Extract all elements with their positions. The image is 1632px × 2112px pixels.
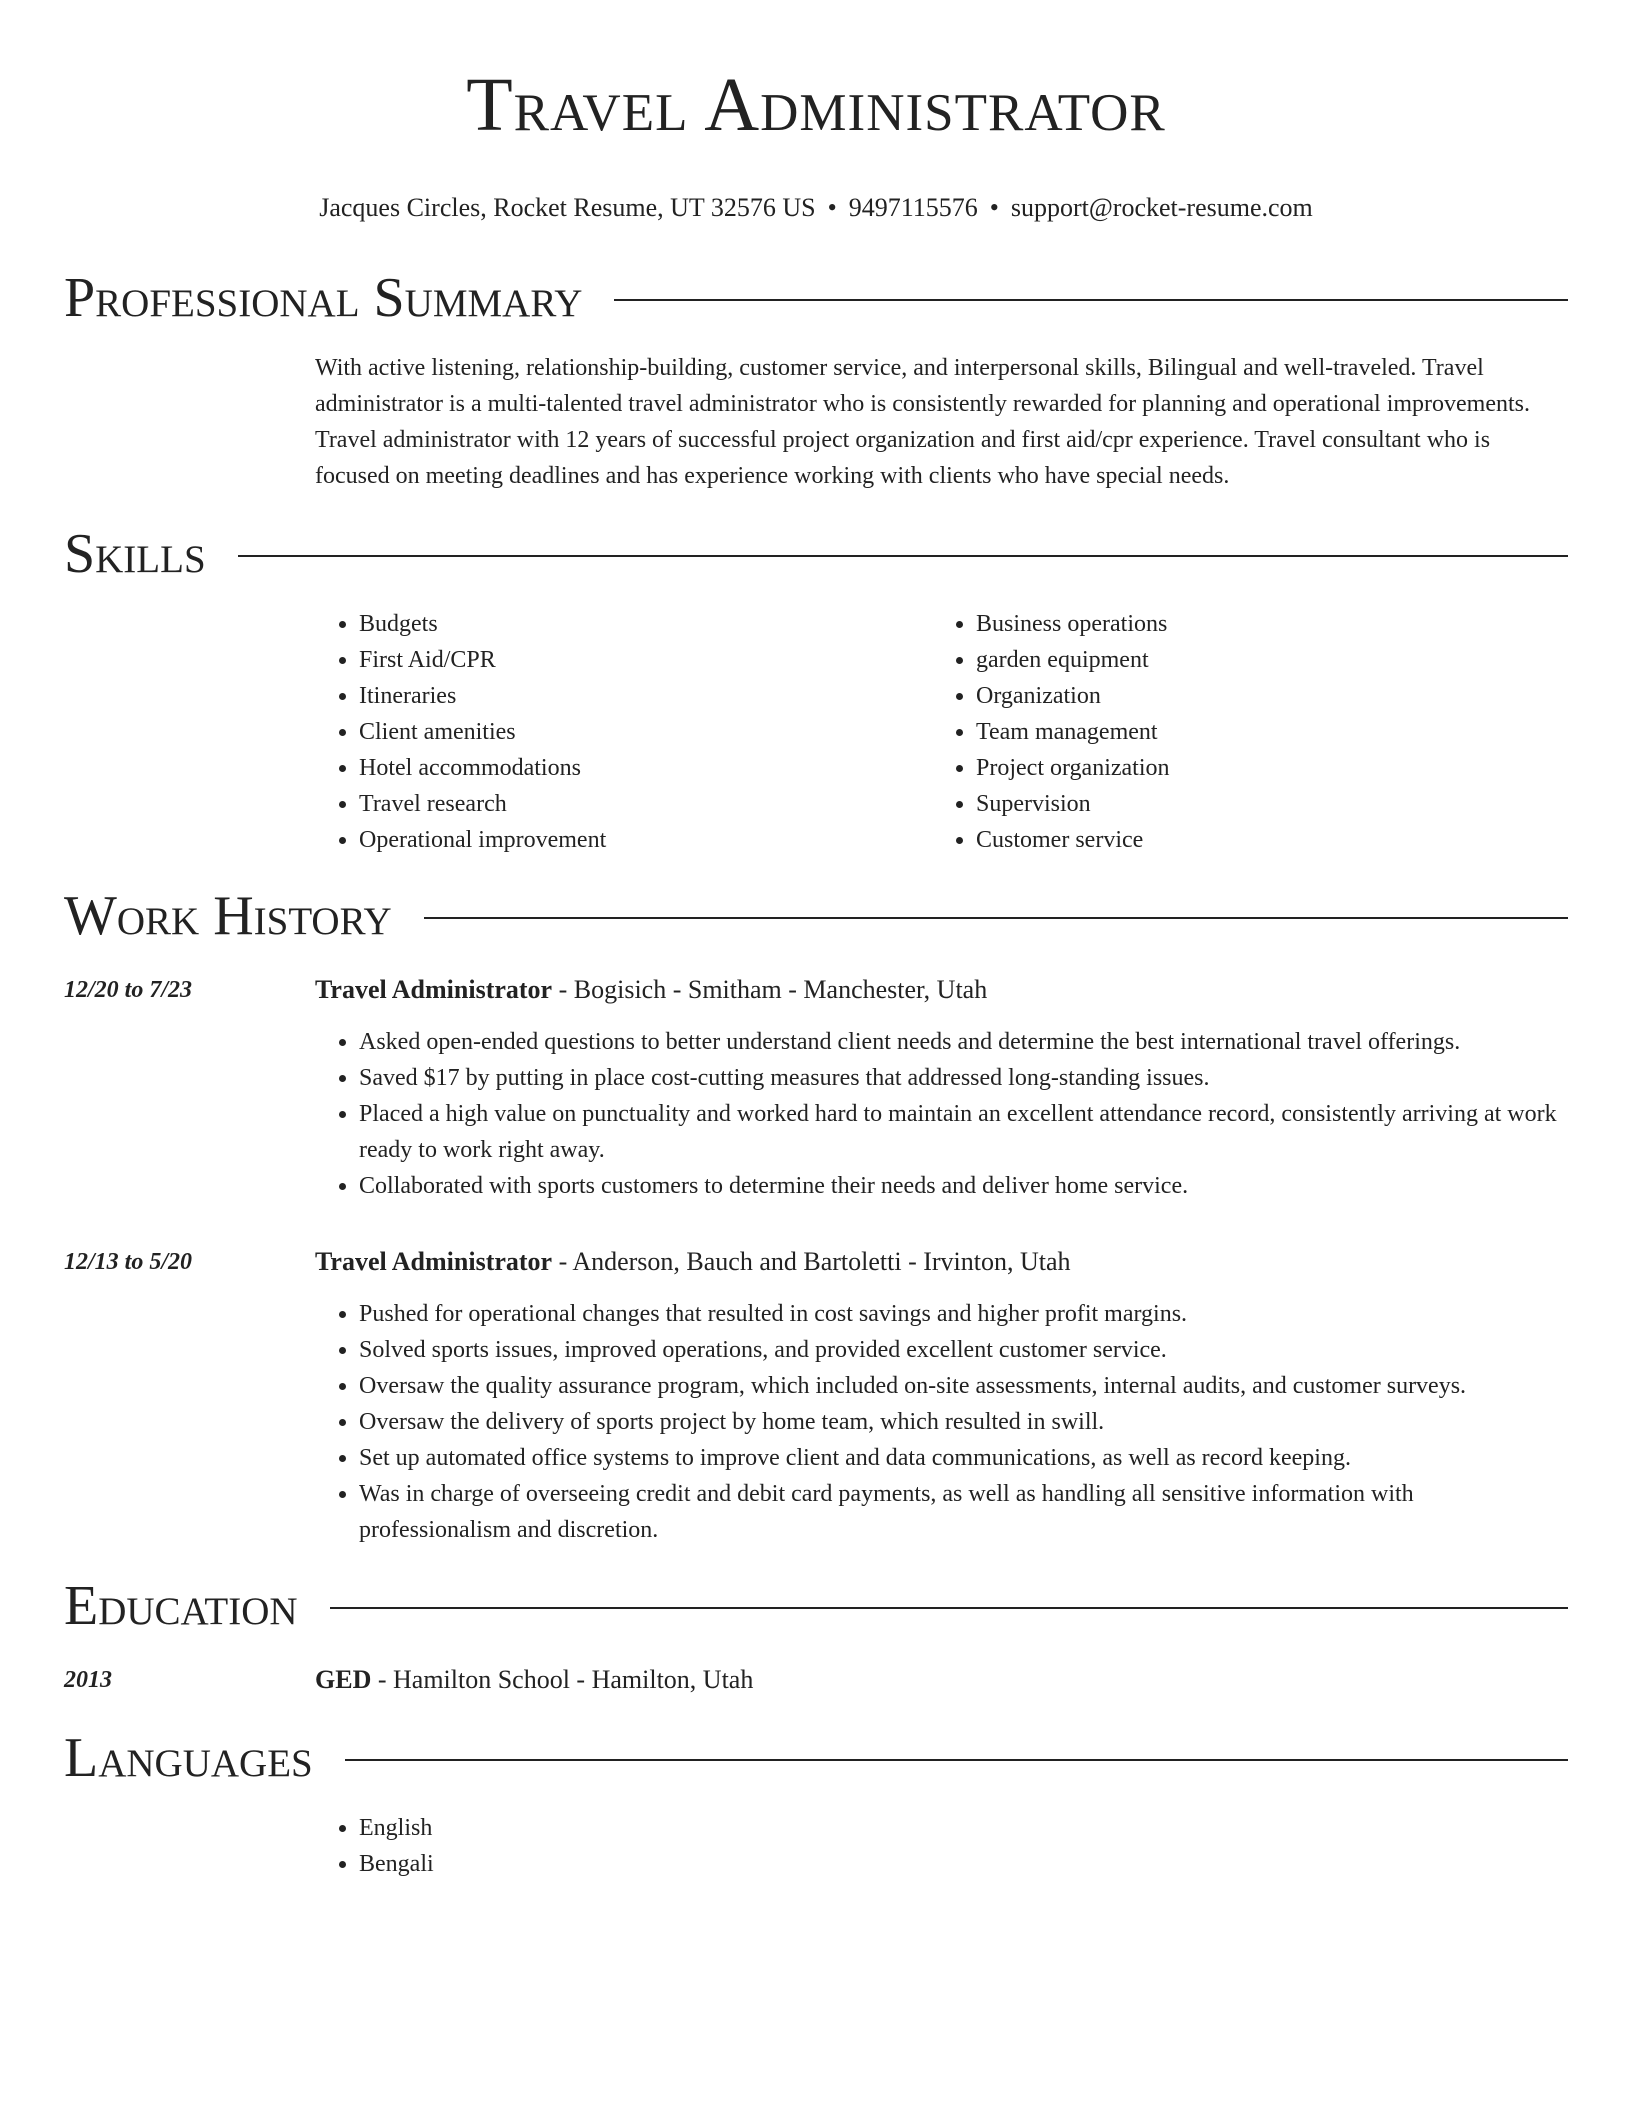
- skill-item: • Team management: [976, 714, 1549, 750]
- education-year: 2013: [64, 1667, 112, 1693]
- languages-title: Languages: [64, 1727, 313, 1789]
- work-section: [64, 886, 1568, 1548]
- skill-item: • Itineraries: [359, 678, 932, 714]
- job-role: Travel Administrator: [315, 975, 553, 1004]
- skill-item: • Client amenities: [359, 714, 932, 750]
- resume-name: Travel Administrator: [466, 63, 1166, 147]
- job-entry: [64, 1244, 1568, 1548]
- job-role: Travel Administrator: [315, 1247, 553, 1276]
- section-divider: [238, 555, 1568, 557]
- languages-section: [64, 1728, 1568, 1882]
- job-bullet: • Solved sports issues, improved operations, and provided excellent customer service.: [359, 1332, 1568, 1368]
- skill-item: • First Aid/CPR: [359, 642, 932, 678]
- contact-separator: •: [827, 193, 837, 222]
- skill-item: • Organization: [976, 678, 1549, 714]
- skills-column-right: [932, 606, 1549, 858]
- job-details: - Anderson, Bauch and Bartoletti - Irvinton, Utah: [552, 1247, 1071, 1276]
- skills-header: [64, 524, 1568, 584]
- language-item: • Bengali: [359, 1846, 1568, 1882]
- languages-list-wrap: [315, 1810, 1568, 1882]
- job-bullet: • Placed a high value on punctuality and worked hard to maintain an excellent attendance record, consistently arriving at work ready to work right away.: [359, 1096, 1568, 1168]
- job-body: [315, 972, 1568, 1204]
- skill-item: • Customer service: [976, 822, 1549, 858]
- job-bullet: • Saved $17 by putting in place cost-cutting measures that addressed long-standing issues.: [359, 1060, 1568, 1096]
- skills-title: Skills: [64, 523, 206, 585]
- education-entry: [64, 1662, 1568, 1698]
- education-title: Education: [64, 1575, 298, 1637]
- work-title: Work History: [64, 885, 392, 947]
- section-divider: [424, 917, 1568, 919]
- work-header: [64, 886, 1568, 946]
- skill-item: • Travel research: [359, 786, 932, 822]
- job-bullets: [315, 1296, 1568, 1548]
- languages-list: [315, 1810, 1568, 1882]
- job-bullet: • Set up automated office systems to improve client and data communications, as well as record keeping.: [359, 1440, 1568, 1476]
- contact-line: [64, 192, 1568, 224]
- job-heading: [315, 1244, 1568, 1280]
- contact-email: support@rocket-resume.com: [1010, 193, 1313, 222]
- job-date: 12/13 to 5/20: [64, 1249, 193, 1275]
- skills-section: [64, 524, 1568, 858]
- job-bullet: • Oversaw the delivery of sports project by home team, which resulted in swill.: [359, 1404, 1568, 1440]
- job-body: [315, 1244, 1568, 1548]
- summary-text: With active listening, relationship-building, customer service, and interpersonal skills, Bilingual and well-traveled. Travel administrator is a multi-talented travel administrator who is consistently rewarded for planning and operational improvements. Travel administrator with 12 years of successful project organization and first aid/cpr experience. Travel consultant who is focused on meeting deadlines and has experience working with clients who have special needs.: [315, 355, 1531, 489]
- summary-section: [64, 268, 1568, 494]
- education-degree: GED: [315, 1665, 372, 1694]
- section-divider: [330, 1607, 1568, 1609]
- job-entry: [64, 972, 1568, 1204]
- skill-item: • Project organization: [976, 750, 1549, 786]
- education-section: [64, 1576, 1568, 1698]
- skills-grid: [315, 606, 1568, 858]
- job-heading: [315, 972, 1568, 1008]
- job-date: 12/20 to 7/23: [64, 977, 193, 1003]
- skill-item: • Business operations: [976, 606, 1549, 642]
- job-bullet: • Oversaw the quality assurance program, which included on-site assessments, internal audits, and customer surveys.: [359, 1368, 1568, 1404]
- job-bullet: • Was in charge of overseeing credit and debit card payments, as well as handling all sensitive information with professionalism and discretion.: [359, 1476, 1568, 1548]
- education-header: [64, 1576, 1568, 1636]
- summary-header: [64, 268, 1568, 328]
- job-bullet: • Collaborated with sports customers to determine their needs and deliver home service.: [359, 1168, 1568, 1204]
- contact-phone: 9497115576: [848, 193, 978, 222]
- education-details: - Hamilton School - Hamilton, Utah: [371, 1665, 754, 1694]
- section-divider: [345, 1759, 1568, 1761]
- summary-title: Professional Summary: [64, 267, 583, 329]
- skills-list-left: [315, 606, 932, 858]
- skills-list-right: [932, 606, 1549, 858]
- education-heading: [315, 1662, 753, 1698]
- skill-item: • Budgets: [359, 606, 932, 642]
- language-item: • English: [359, 1810, 1568, 1846]
- skills-column-left: [315, 606, 932, 858]
- job-bullet: • Pushed for operational changes that resulted in cost savings and higher profit margins.: [359, 1296, 1568, 1332]
- contact-address: Jacques Circles, Rocket Resume, UT 32576 US: [319, 193, 816, 222]
- job-details: - Bogisich - Smitham - Manchester, Utah: [552, 975, 988, 1004]
- skill-item: • Supervision: [976, 786, 1549, 822]
- skill-item: • Operational improvement: [359, 822, 932, 858]
- section-divider: [614, 299, 1568, 301]
- job-bullets: [315, 1024, 1568, 1204]
- job-bullet: • Asked open-ended questions to better understand client needs and determine the best international travel offerings.: [359, 1024, 1568, 1060]
- languages-header: [64, 1728, 1568, 1788]
- contact-separator: •: [989, 193, 999, 222]
- skill-item: • garden equipment: [976, 642, 1549, 678]
- skill-item: • Hotel accommodations: [359, 750, 932, 786]
